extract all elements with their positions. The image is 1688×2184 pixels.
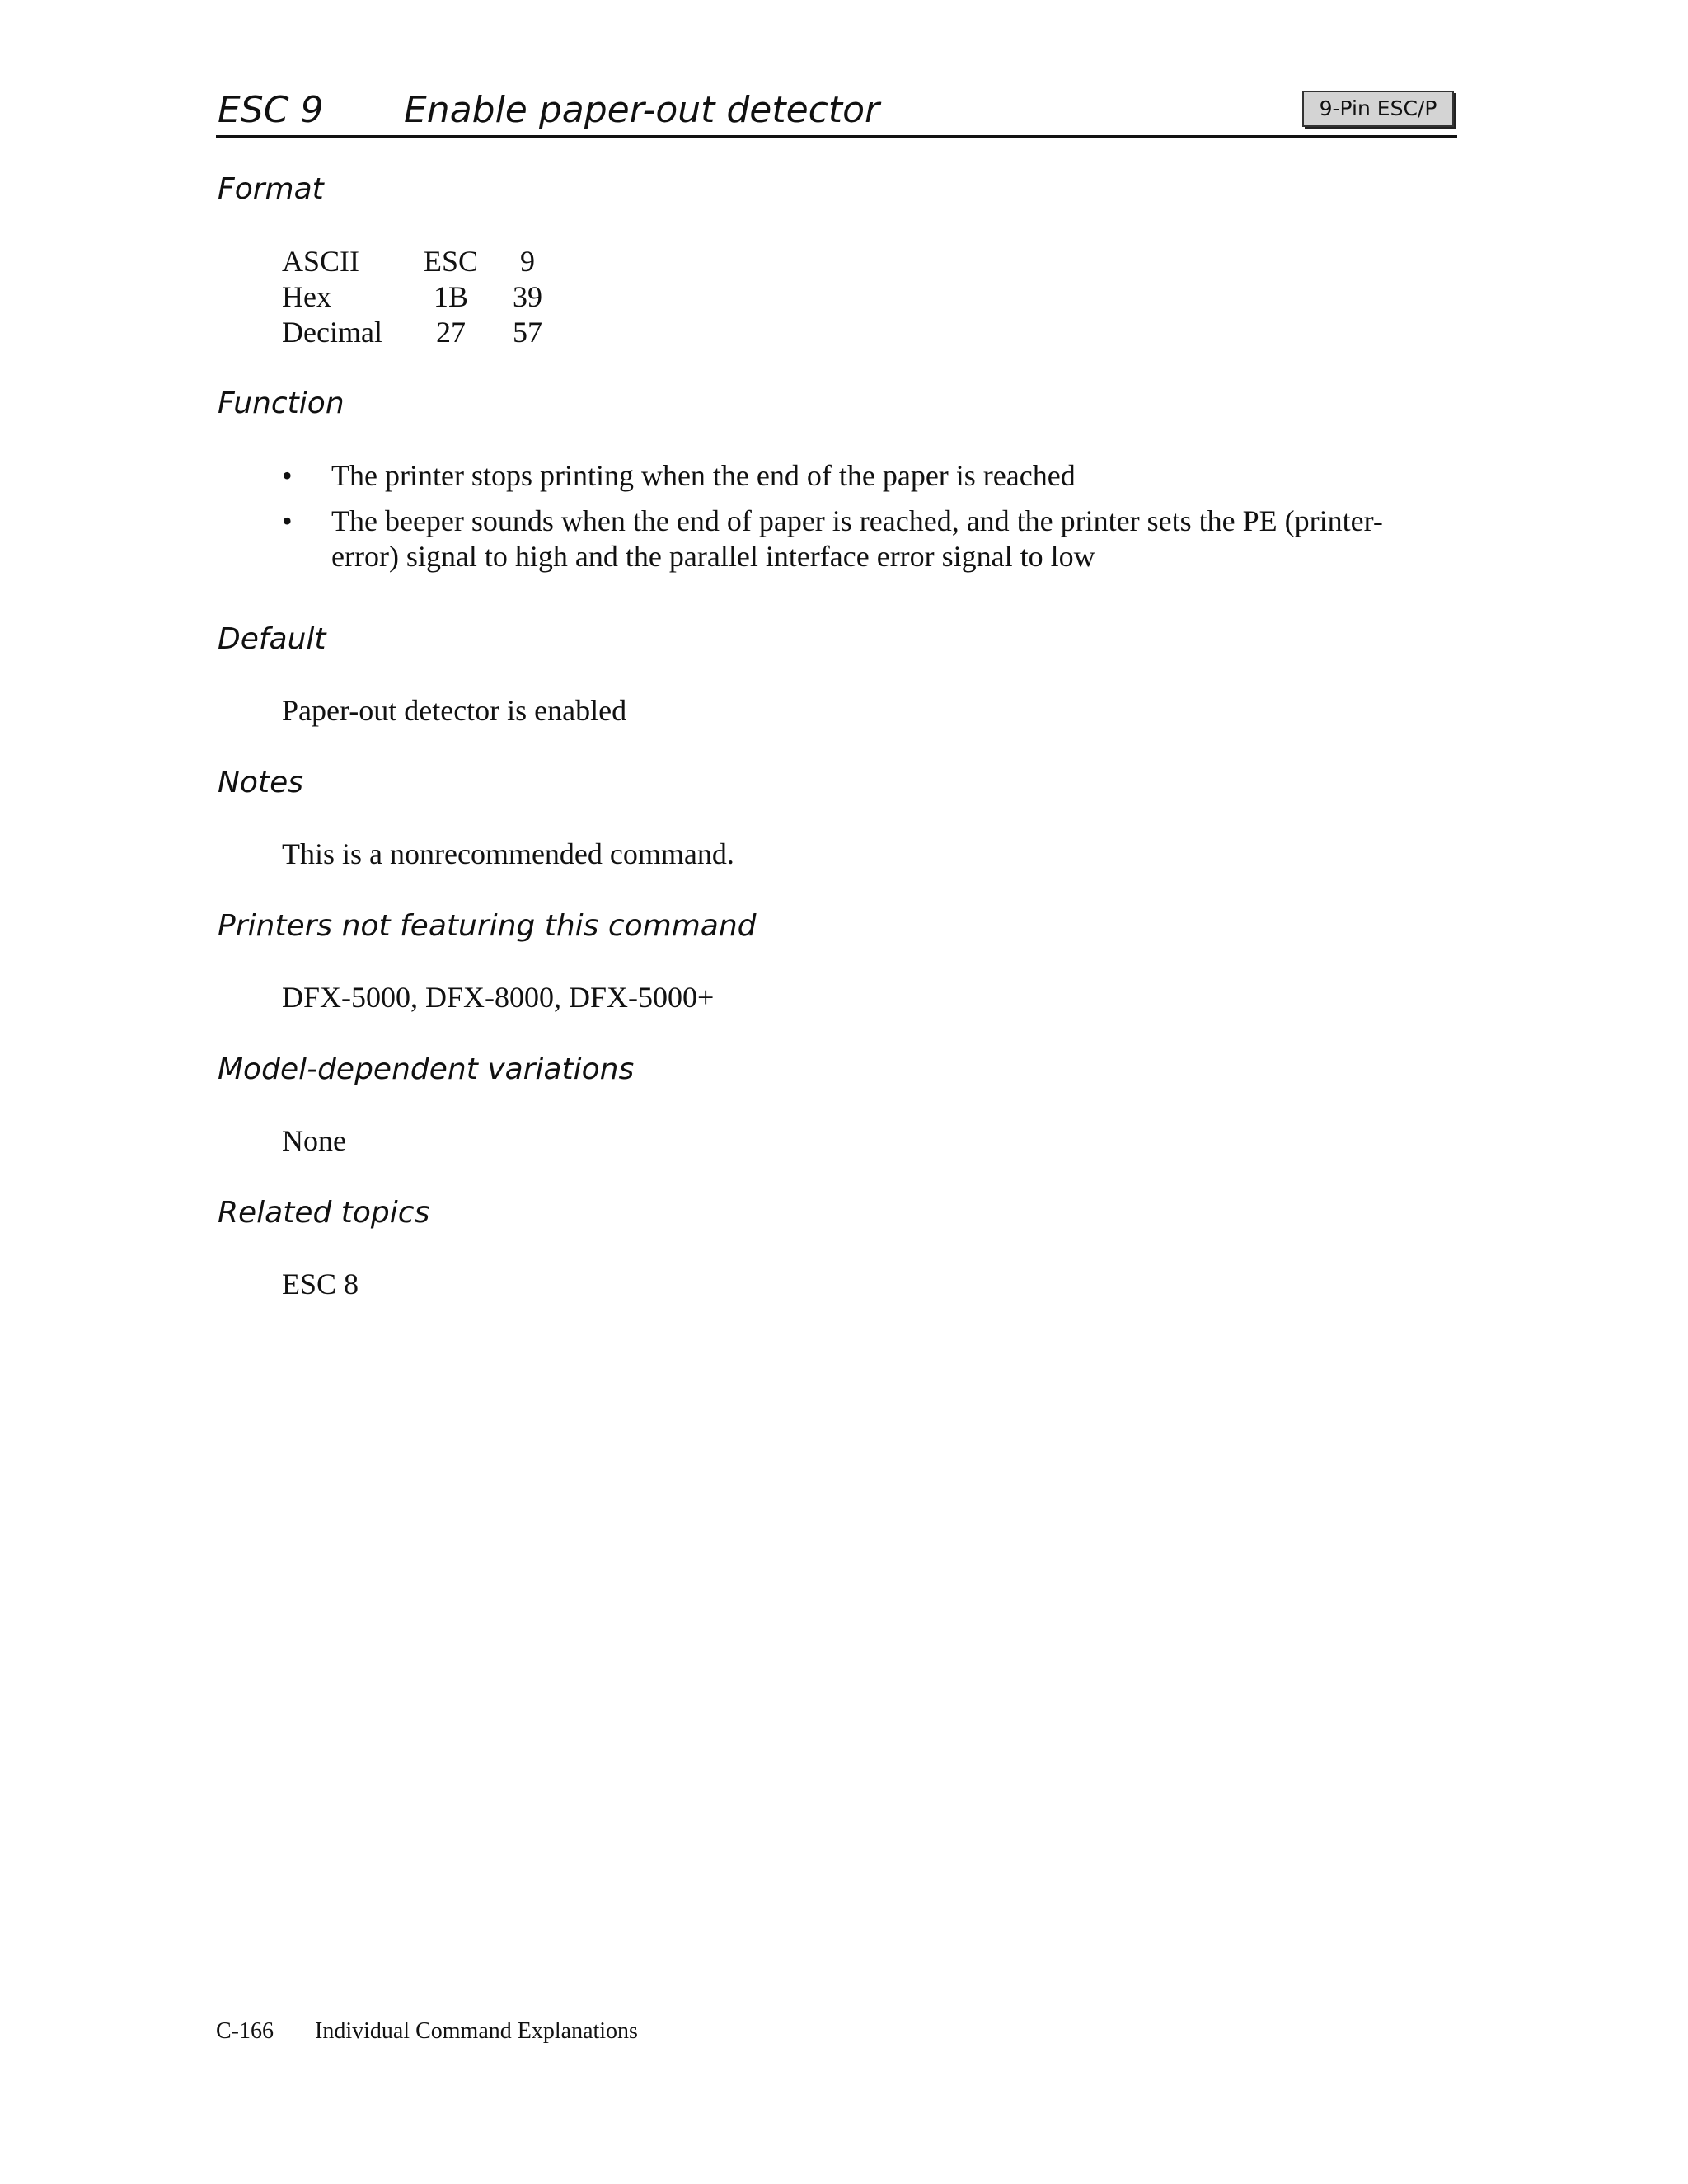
notes-heading: Notes [218,766,303,799]
function-heading: Function [218,387,345,420]
format-value: ESC [423,245,479,278]
bullet-icon: • [282,459,293,492]
format-label: ASCII [282,245,360,278]
format-value: 27 [436,316,466,349]
model-dependent-text: None [282,1124,346,1157]
related-topics-text: ESC 8 [282,1268,359,1301]
command-header [216,86,1457,138]
related-topics-heading: Related topics [218,1196,430,1230]
format-value: 1B [433,280,468,313]
format-label: Decimal [282,316,382,349]
default-heading: Default [218,622,326,656]
function-item-text: The beeper sounds when the end of paper is reached, and the printer sets the PE (printer-error) signal to high and the parallel interface error signal to low [331,504,1383,573]
footer-page-number: C-166 [216,2018,274,2044]
printer-type-badge: 9-Pin ESC/P [1302,91,1454,127]
printers-not-featuring-text: DFX-5000, DFX-8000, DFX-5000+ [282,981,715,1014]
format-value: 9 [520,245,535,278]
function-item-text: The printer stops printing when the end of the paper is reached [331,459,1076,492]
format-value: 39 [513,280,542,313]
list-item [282,504,1436,574]
bullet-icon: • [282,504,293,537]
format-label: Hex [282,280,331,313]
printers-not-featuring-heading: Printers not featuring this command [218,909,757,943]
footer-section-title: Individual Command Explanations [315,2018,638,2044]
list-item [282,458,1436,494]
format-heading: Format [218,172,324,206]
default-text: Paper-out detector is enabled [282,694,627,727]
model-dependent-heading: Model-dependent variations [218,1052,635,1086]
command-code: ESC 9 [218,89,324,131]
format-value: 57 [513,316,542,349]
command-title: Enable paper-out detector [404,89,880,131]
notes-text: This is a nonrecommended command. [282,837,734,870]
function-list [282,458,1436,584]
